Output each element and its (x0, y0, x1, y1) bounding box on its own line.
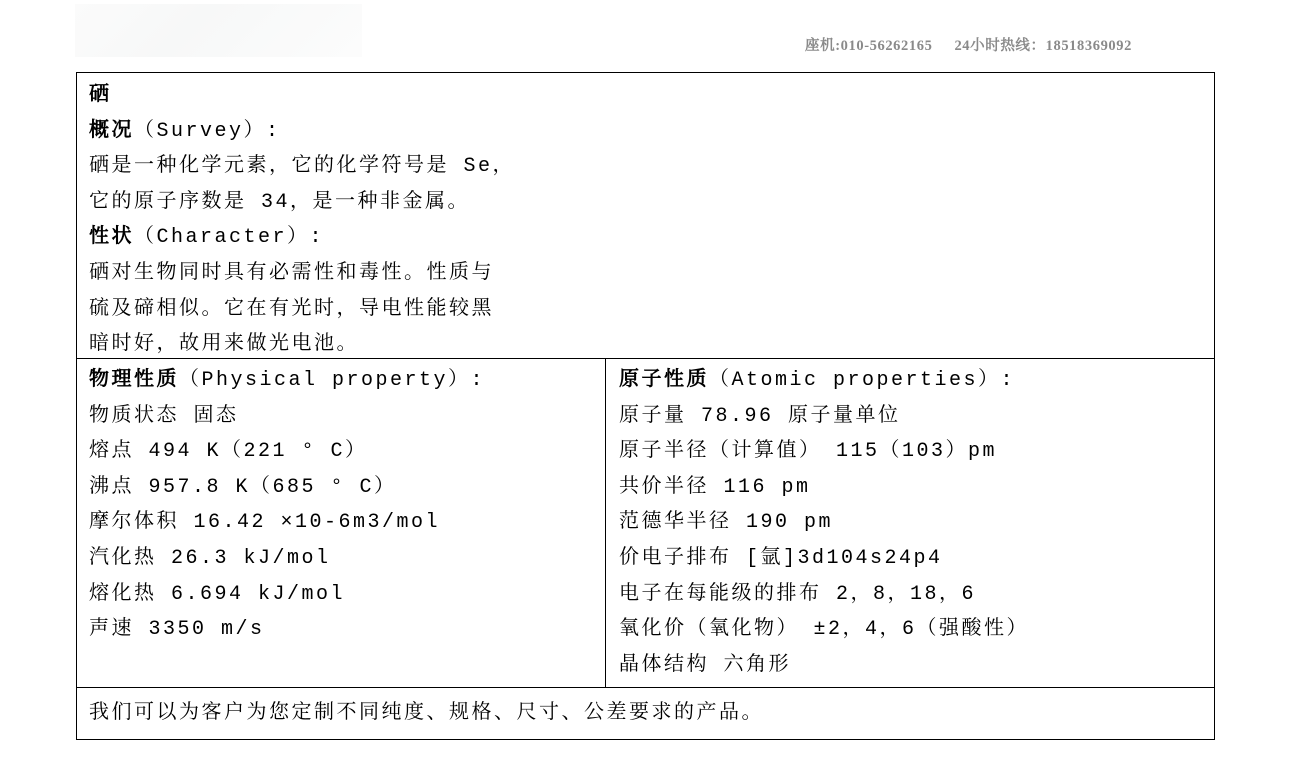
character-line: 硒对生物同时具有必需性和毒性。性质与 (89, 261, 494, 285)
survey-line: 硒是一种化学元素，它的化学符号是 Se， (89, 155, 516, 179)
physical-heading (89, 363, 597, 399)
hotline-number: 24小时热线：18518369092 (954, 38, 1132, 54)
physical-row: 汽化热 26.3 kJ/mol (89, 546, 331, 570)
atomic-heading-cn: 原子性质 (619, 369, 709, 392)
atomic-row: 晶体结构 六角形 (619, 653, 792, 677)
contact-header (805, 34, 1132, 55)
atomic-row: 原子半径（计算值） 115（103）pm (619, 440, 998, 464)
physical-row: 摩尔体积 16.42 ×10-6m3/mol (89, 511, 441, 535)
atomic-row: 共价半径 116 pm (619, 475, 811, 499)
atomic-heading (619, 363, 1206, 399)
physical-row: 物质状态 固态 (89, 404, 239, 428)
element-info-table (76, 72, 1215, 740)
survey-heading-en: （Survey）: (134, 119, 281, 143)
atomic-row: 原子量 78.96 原子量单位 (619, 404, 901, 428)
physical-row: 熔点 494 K（221 ° C） (89, 440, 368, 464)
character-heading-en: （Character）: (134, 226, 325, 250)
survey-heading (89, 114, 1204, 150)
customization-note: 我们可以为客户为您定制不同纯度、规格、尺寸、公差要求的产品。 (89, 701, 764, 725)
character-heading-cn: 性状 (89, 226, 134, 250)
character-line: 暗时好，故用来做光电池。 (89, 333, 359, 357)
character-heading (89, 220, 1204, 256)
element-name: 硒 (89, 84, 112, 107)
overview-section (77, 73, 1214, 359)
element-title (89, 78, 1204, 114)
physical-properties-cell (77, 359, 606, 687)
physical-row: 沸点 957.8 K（685 ° C） (89, 475, 397, 499)
character-line: 硫及碲相似。它在有光时，导电性能较黑 (89, 297, 494, 321)
landline-number: 座机:010-56262165 (805, 38, 933, 54)
physical-heading-en: （Physical property）: (179, 369, 486, 392)
atomic-row: 电子在每能级的排布 2，8，18，6 (619, 582, 977, 606)
physical-heading-cn: 物理性质 (89, 369, 179, 392)
physical-row: 熔化热 6.694 kJ/mol (89, 582, 346, 606)
properties-section (77, 359, 1214, 688)
atomic-row: 氧化价（氧化物） ±2，4，6（强酸性） (619, 618, 1030, 642)
atomic-row: 价电子排布 [氩]3d104s24p4 (619, 546, 943, 570)
physical-row: 声速 3350 m/s (89, 618, 265, 642)
company-logo-placeholder (75, 4, 362, 57)
survey-line: 它的原子序数是 34，是一种非金属。 (89, 190, 471, 214)
survey-heading-cn: 概况 (89, 119, 134, 143)
atomic-properties-cell (606, 359, 1214, 687)
atomic-row: 范德华半径 190 pm (619, 511, 834, 535)
customization-note-section (77, 688, 1214, 739)
atomic-heading-en: （Atomic properties）: (709, 369, 1016, 392)
